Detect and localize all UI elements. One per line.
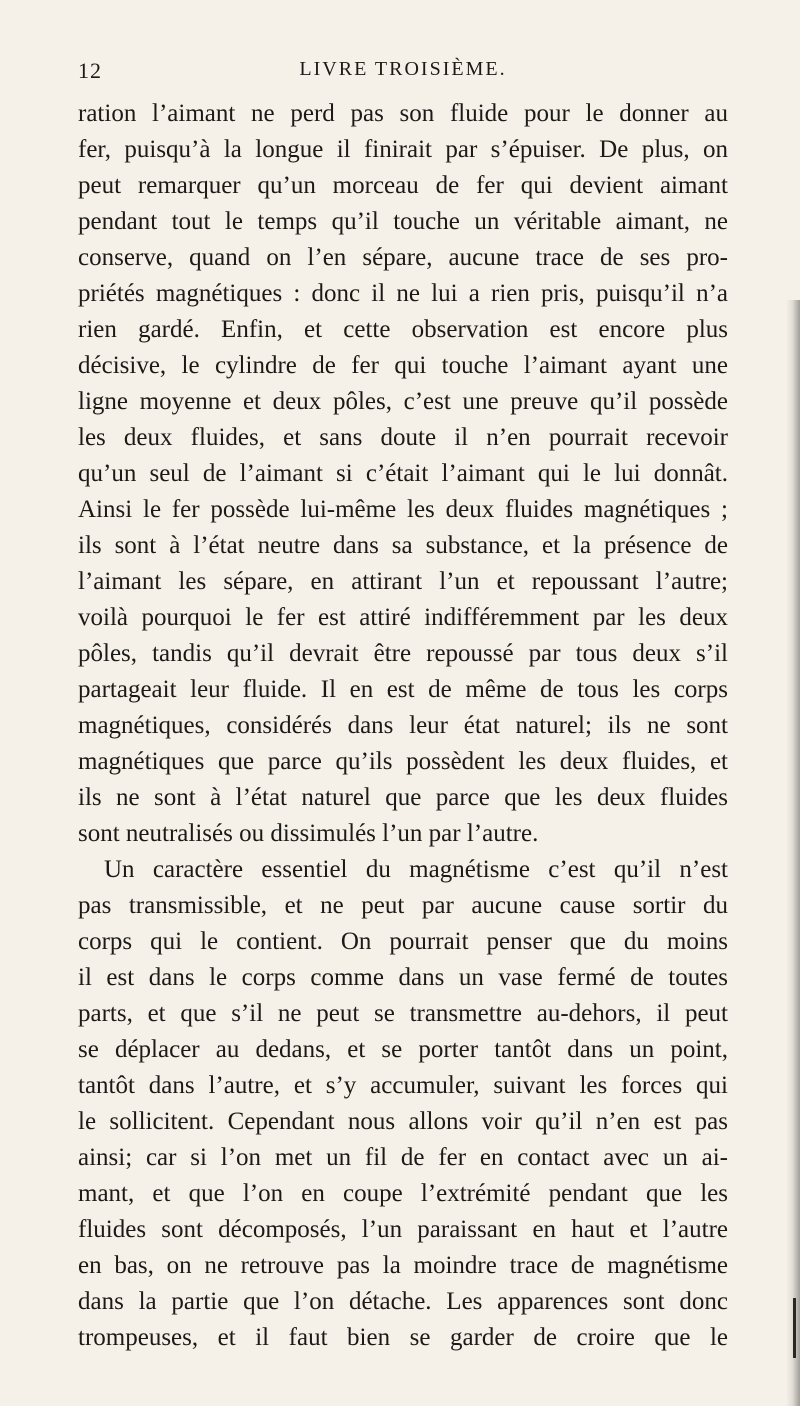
text-line: ainsi; car si l’on met un fil de fer en contact avec un ai- [78, 1144, 728, 1171]
text-line: conserve, quand on l’en sépare, aucune trace de ses pro- [78, 244, 728, 271]
page-header [78, 58, 728, 88]
text-line: ration l’aimant ne perd pas son fluide pour le donner au [78, 100, 728, 127]
page-number: 12 [78, 58, 102, 83]
text-line: partageait leur fluide. Il en est de même de tous les corps [78, 676, 728, 703]
text-line: pendant tout le temps qu’il touche un véritable aimant, ne [78, 208, 728, 235]
text-line: fer, puisqu’à la longue il finirait par s’épuiser. De plus, on [78, 136, 728, 163]
text-line: rien gardé. Enfin, et cette observation est encore plus [78, 316, 728, 343]
text-line: sont neutralisés ou dissimulés l’un par l’autre. [78, 820, 539, 847]
text-line: Un caractère essentiel du magnétisme c’est qu’il n’est [104, 856, 728, 883]
text-line: mant, et que l’on en coupe l’extrémité pendant que les [78, 1180, 728, 1207]
page-edge-shadow [786, 300, 800, 1406]
text-line: le sollicitent. Cependant nous allons voir qu’il n’en est pas [78, 1108, 728, 1135]
text-line: parts, et que s’il ne peut se transmettre au-dehors, il peut [78, 1000, 728, 1027]
text-line: décisive, le cylindre de fer qui touche l’aimant ayant une [78, 352, 728, 379]
text-line: il est dans le corps comme dans un vase fermé de toutes [78, 964, 728, 991]
body-text [78, 96, 728, 1356]
text-line: l’aimant les sépare, en attirant l’un et repoussant l’autre; [78, 568, 728, 595]
text-line: tantôt dans l’autre, et s’y accumuler, suivant les forces qui [78, 1072, 728, 1099]
text-line: peut remarquer qu’un morceau de fer qui devient aimant [78, 172, 728, 199]
text-line: pas transmissible, et ne peut par aucune cause sortir du [78, 892, 728, 919]
text-line: ils ne sont à l’état naturel que parce que les deux fluides [78, 784, 728, 811]
text-line: les deux fluides, et sans doute il n’en pourrait recevoir [78, 424, 728, 451]
text-line: magnétiques, considérés dans leur état naturel; ils ne sont [78, 712, 728, 739]
text-line: fluides sont décomposés, l’un paraissant en haut et l’autre [78, 1216, 728, 1243]
text-line: se déplacer au dedans, et se porter tantôt dans un point, [78, 1036, 728, 1063]
text-line: ligne moyenne et deux pôles, c’est une preuve qu’il possède [78, 388, 728, 415]
text-line: magnétiques que parce qu’ils possèdent les deux fluides, et [78, 748, 728, 775]
text-line: pôles, tandis qu’il devrait être repoussé par tous deux s’il [78, 640, 728, 667]
text-line: qu’un seul de l’aimant si c’était l’aimant qui le lui donnât. [78, 460, 728, 487]
text-line: priétés magnétiques : donc il ne lui a rien pris, puisqu’il n’a [78, 280, 728, 307]
page-edge-mark [793, 1298, 796, 1358]
text-line: ils sont à l’état neutre dans sa substance, et la présence de [78, 532, 728, 559]
text-line: corps qui le contient. On pourrait penser que du moins [78, 928, 728, 955]
text-line: dans la partie que l’on détache. Les apparences sont donc [78, 1288, 728, 1315]
text-line: Ainsi le fer possède lui-même les deux fluides magnétiques ; [78, 496, 728, 523]
running-head: LIVRE TROISIÈME. [299, 58, 507, 80]
text-line: trompeuses, et il faut bien se garder de croire que le [78, 1324, 728, 1351]
text-line: voilà pourquoi le fer est attiré indifféremment par les deux [78, 604, 728, 631]
text-line: en bas, on ne retrouve pas la moindre trace de magnétisme [78, 1252, 728, 1279]
